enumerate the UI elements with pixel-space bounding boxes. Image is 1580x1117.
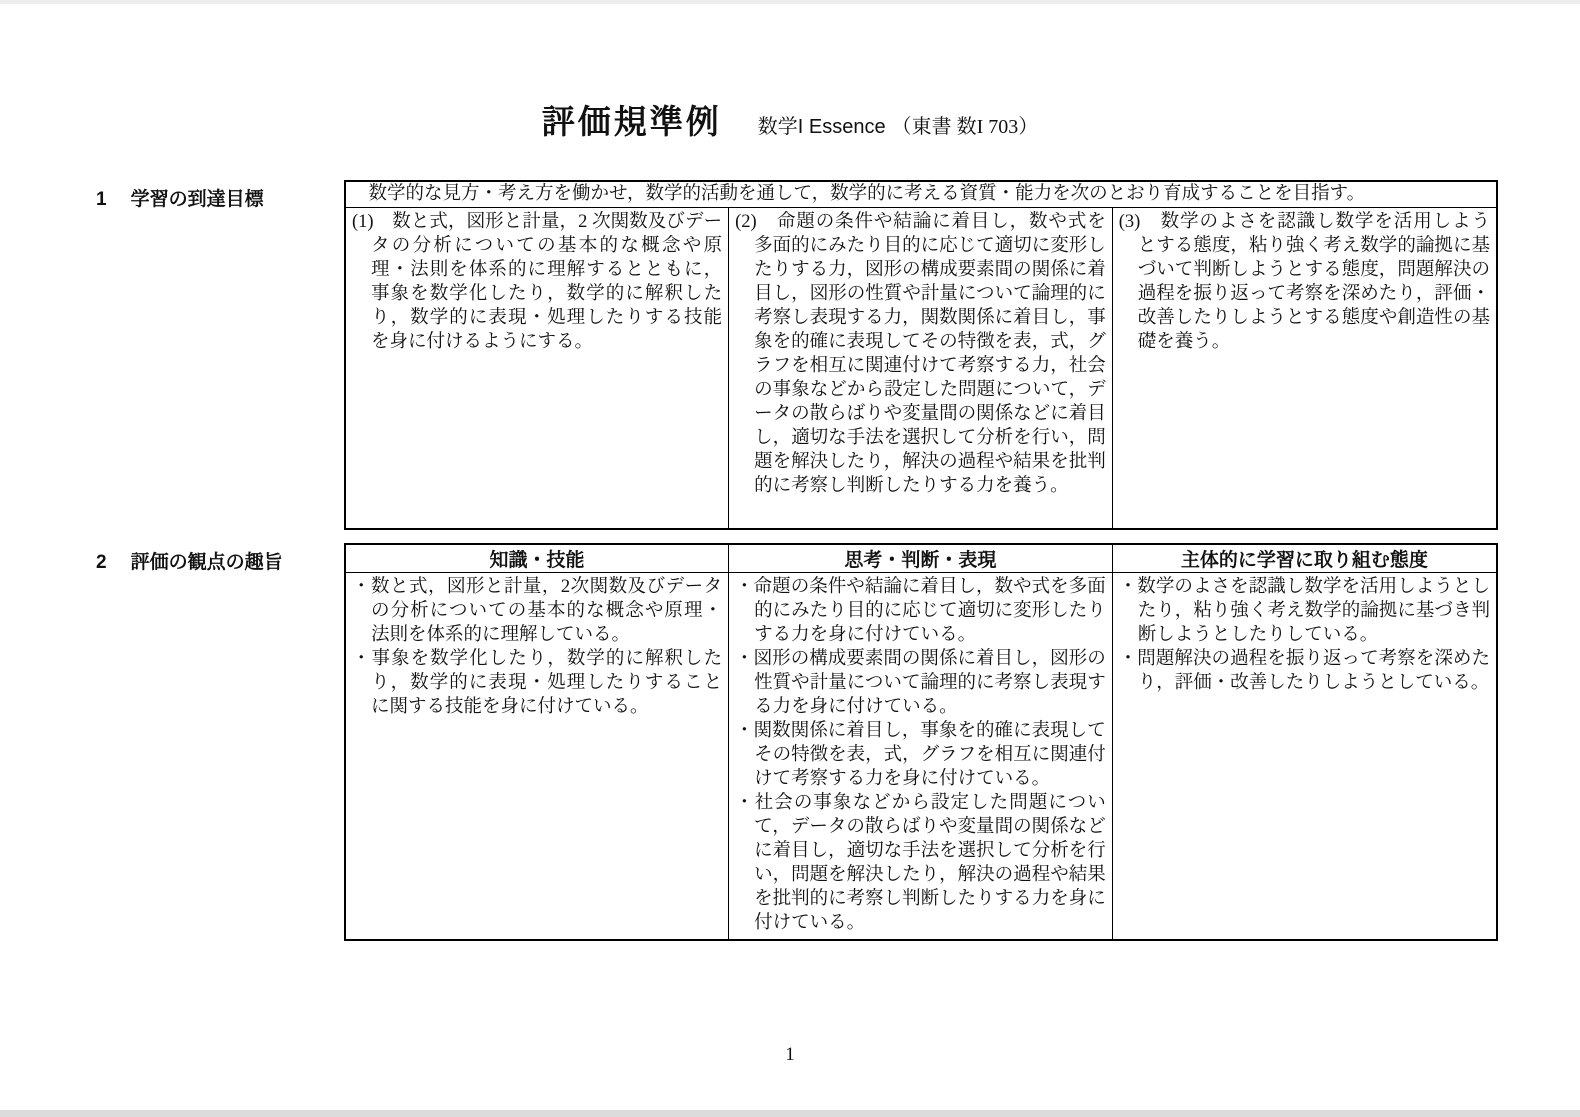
- criteria-item: ・社会の事象などから設定した問題について，データの散らばりや変量間の関係などに着目し，適切な手法を選択して分析を行い，問題を解決したり，解決の過程や結果を批判的に考察し判断したりする力を身に付けている。: [735, 793, 1106, 933]
- goal-cell-3: [1112, 208, 1497, 530]
- criteria-item: ・図形の構成要素間の関係に着目し，図形の性質や計量について論理的に考察し表現する力を身に付けている。: [735, 649, 1106, 717]
- criteria-item: ・関数関係に着目し，事象を的確に表現してその特徴を表，式，グラフを相互に関連付けて考察する力を身に付けている。: [735, 721, 1106, 789]
- thinking-judgment-expression-cell: [729, 573, 1113, 941]
- goal-item-3: (3) 数学のよさを認識し数学を活用しようとする態度，粘り強く考え数学的論拠に基づいて判断しようとする態度，問題解決の過程を振り返って考察を深めたり，評価・改善したりしようとする態度や創造性の基礎を養う。: [1118, 212, 1490, 352]
- table-row: [345, 573, 1497, 941]
- section2-title: 評価の観点の趣旨: [130, 552, 283, 573]
- column-header-attitude: 主体的に学習に取り組む態度: [1112, 544, 1497, 573]
- page-bottom-edge: [0, 1110, 1580, 1117]
- table-header-row: [345, 544, 1497, 573]
- page-subtitle-course: 数学I Essence: [757, 116, 886, 138]
- goal-cell-1: [345, 208, 729, 530]
- section1-number: 1: [96, 189, 107, 210]
- section2-label: [96, 547, 283, 574]
- page-number: 1: [785, 1044, 795, 1065]
- knowledge-skills-cell: [345, 573, 729, 941]
- section2-number: 2: [96, 552, 107, 573]
- document-header: [0, 96, 1580, 143]
- table-row: [345, 208, 1497, 530]
- attitude-cell: [1112, 573, 1497, 941]
- criteria-item: ・事象を数学化したり，数学的に解釈したり，数学的に表現・処理したりすることに関する技能を身に付けている。: [352, 649, 723, 717]
- evaluation-viewpoints-table: [344, 543, 1498, 941]
- page-subtitle-textbook-code: （東書 数I 703）: [891, 116, 1039, 138]
- criteria-item: ・命題の条件や結論に着目し，数や式を多面的にみたり目的に応じて適切に変形したりする力を身に付けている。: [735, 577, 1106, 645]
- criteria-item: ・数学のよさを認識し数学を活用しようとしたり，粘り強く考え数学的論拠に基づき判断しようとしたりしている。: [1118, 577, 1490, 645]
- column-header-knowledge-skills: 知識・技能: [345, 544, 729, 573]
- column-header-thinking-judgment-expression: 思考・判断・表現: [729, 544, 1113, 573]
- goal-item-2: (2) 命題の条件や結論に着目し，数や式を多面的にみたり目的に応じて適切に変形したりする力，図形の構成要素間の関係に着目し，図形の性質や計量について論理的に考察し表現する力，関数関係に着目し，事象を的確に表現してその特徴を表，式，グラフを相互に関連付けて考察する力，社会の事象などから設定した問題について，データの散らばりや変量間の関係などに着目し，適切な手法を選択して分析を行い，問題を解決したり，解決の過程や結果を批判的に考察し判断したりする力を養う。: [735, 212, 1106, 496]
- goal-cell-2: [729, 208, 1113, 530]
- overall-goal-cell: 数学的な見方・考え方を働かせ，数学的活動を通して，数学的に考える資質・能力を次のとおり育成することを目指す。: [345, 181, 1497, 208]
- learning-goals-table: [344, 180, 1498, 530]
- criteria-item: ・数と式，図形と計量，2次関数及びデータの分析についての基本的な概念や原理・法則を体系的に理解している。: [352, 577, 723, 645]
- goal-item-1: (1) 数と式，図形と計量，2 次関数及びデータの分析についての基本的な概念や原理・法則を体系的に理解するとともに，事象を数学化したり，数学的に解釈したり，数学的に表現・処理したりする技能を身に付けるようにする。: [352, 212, 723, 352]
- section1-title: 学習の到達目標: [130, 189, 264, 210]
- page-top-edge: [0, 0, 1580, 4]
- criteria-item: ・問題解決の過程を振り返って考察を深めたり，評価・改善したりしようとしている。: [1118, 649, 1490, 693]
- page-title: 評価規準例: [541, 103, 722, 140]
- table-row: [345, 181, 1497, 208]
- section1-label: [96, 184, 264, 211]
